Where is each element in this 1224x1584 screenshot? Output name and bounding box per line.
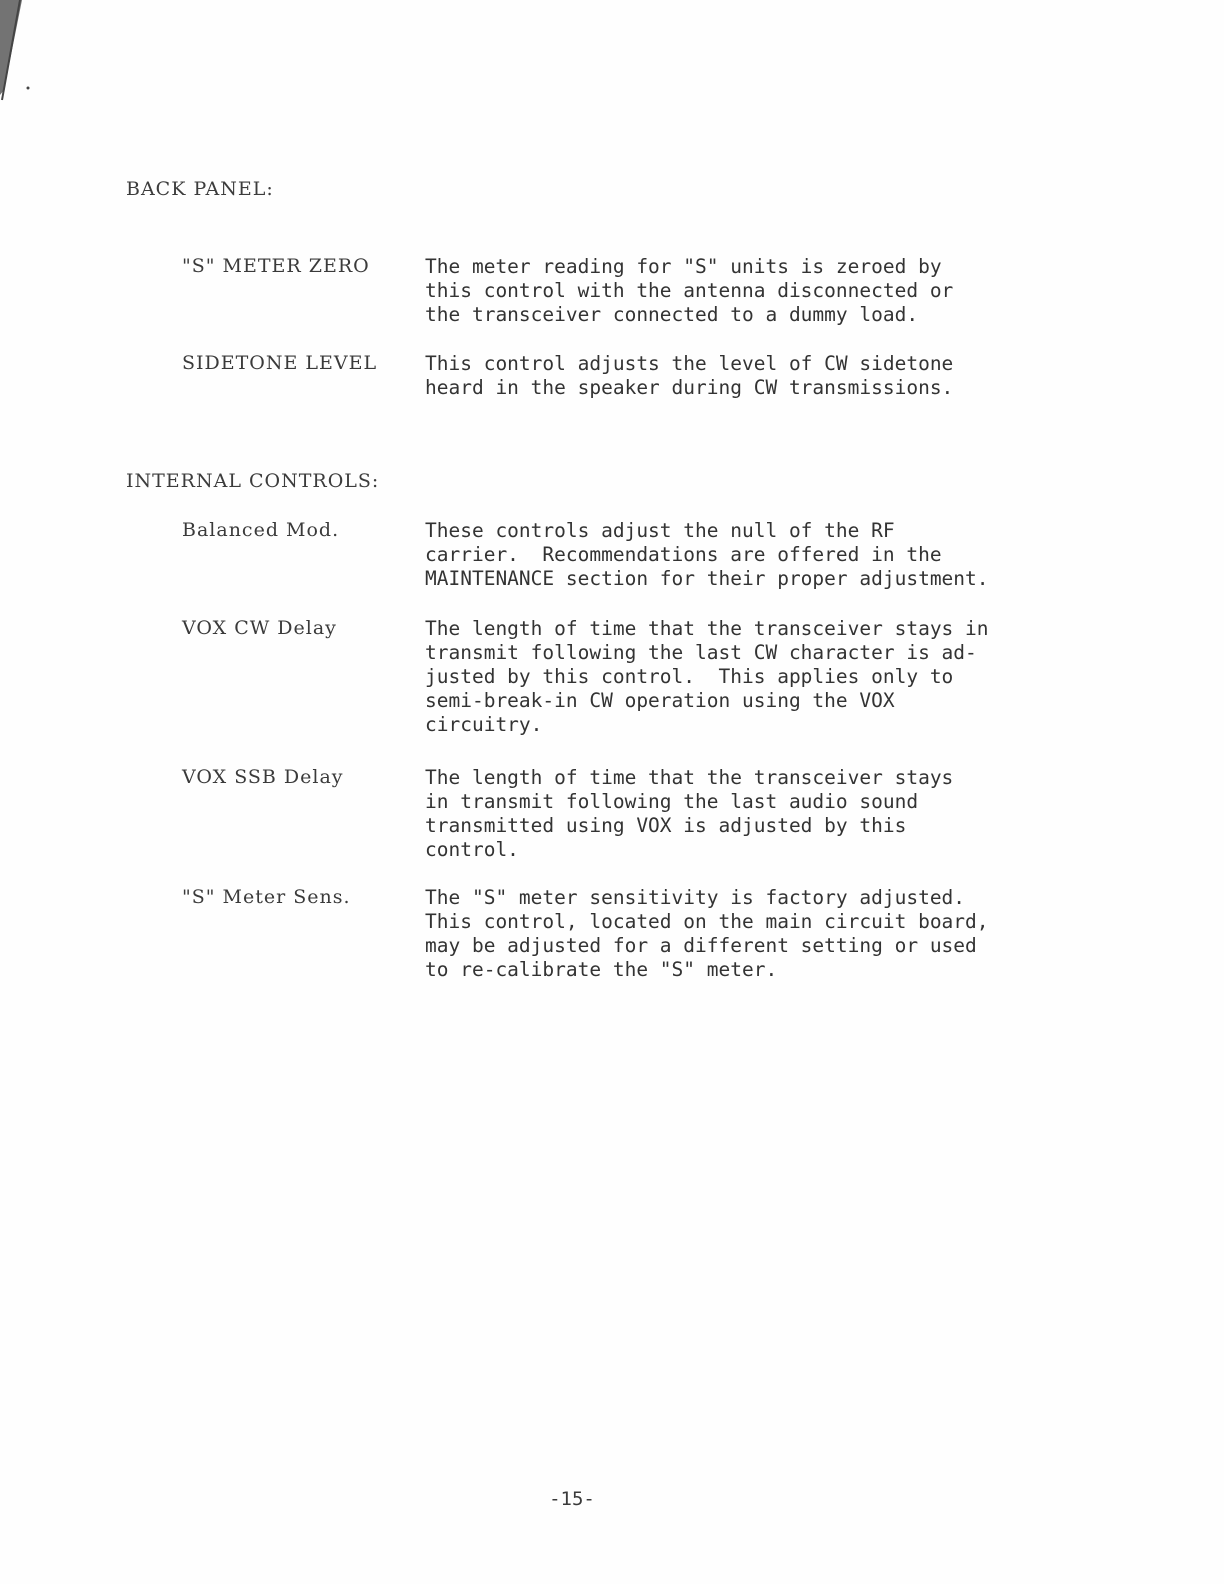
control-description: The "S" meter sensitivity is factory adjusted. This control, located on the main circuit board, may be adjusted for a different setting or used to re-calibrate the "S" meter. bbox=[425, 886, 989, 981]
control-label: VOX SSB Delay bbox=[182, 766, 344, 788]
section-heading-internal-controls: INTERNAL CONTROLS: bbox=[126, 470, 380, 492]
control-label: SIDETONE LEVEL bbox=[182, 352, 378, 374]
control-label: VOX CW Delay bbox=[182, 617, 337, 639]
page-number: -15- bbox=[549, 1488, 595, 1510]
scan-edge-mark bbox=[0, 0, 34, 110]
control-label: "S" METER ZERO bbox=[182, 255, 370, 277]
section-heading-back-panel: BACK PANEL: bbox=[126, 178, 274, 200]
control-description: These controls adjust the null of the RF carrier. Recommendations are offered in the MAINTENANCE section for their proper adjustment. bbox=[425, 519, 989, 590]
control-description: The meter reading for "S" units is zeroed by this control with the antenna disconnected or the transceiver connected to a dummy load. bbox=[425, 255, 954, 326]
control-label: "S" Meter Sens. bbox=[182, 886, 351, 908]
control-label: Balanced Mod. bbox=[182, 519, 340, 541]
control-description: The length of time that the transceiver stays in transmit following the last CW character is ad- justed by this control. This applies only to semi-break-in CW operation using the VOX circuitry. bbox=[425, 617, 989, 736]
control-description: The length of time that the transceiver stays in transmit following the last audio sound transmitted using VOX is adjusted by this control. bbox=[425, 766, 954, 861]
control-description: This control adjusts the level of CW sidetone heard in the speaker during CW transmissions. bbox=[425, 352, 954, 399]
